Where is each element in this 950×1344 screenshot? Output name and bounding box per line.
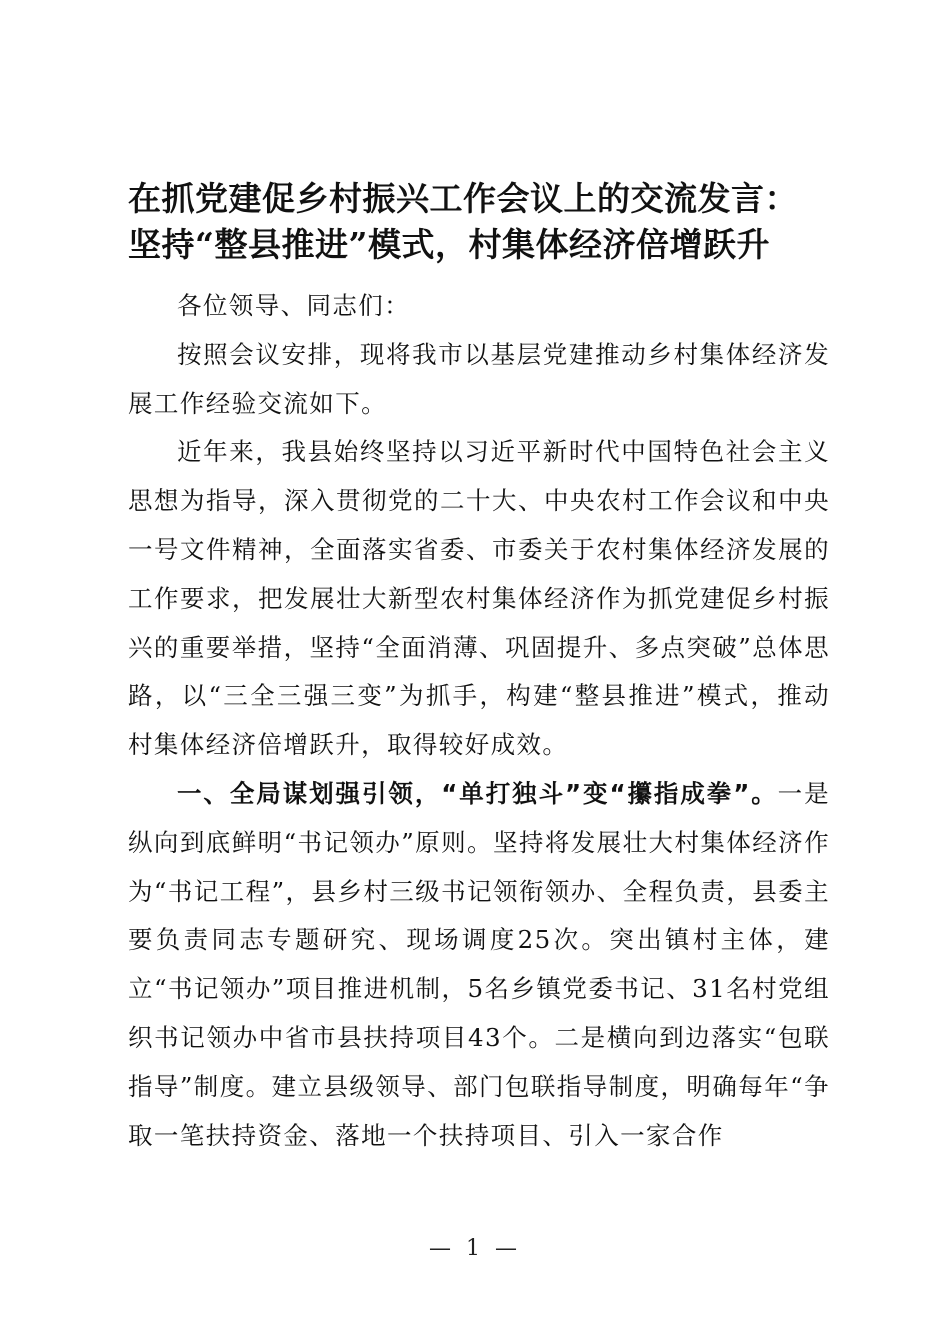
- salutation: 各位领导、同志们：: [177, 291, 411, 320]
- paragraph-intro: 按照会议安排，现将我市以基层党建推动乡村集体经济发展工作经验交流如下。: [128, 339, 830, 418]
- document-title: [128, 176, 828, 268]
- paragraph-section-1: [128, 770, 830, 1160]
- page-number: — 1 —: [429, 1236, 521, 1261]
- paragraph-background: 近年来，我县始终坚持以习近平新时代中国特色社会主义思想为指导，深入贯彻党的二十大、中央农村工作会议和中央一号文件精神，全面落实省委、市委关于农村集体经济发展的工作要求，把发展壮大新型农村集体经济作为抓党建促乡村振兴的重要举措，坚持“全面消薄、巩固提升、多点突破”总体思路，以“三全三强三变”为抓手，构建“整县推进”模式，推动村集体经济倍增跃升，取得较好成效。: [128, 437, 830, 760]
- document-body: [128, 282, 830, 1160]
- section-1-heading: 一、全局谋划强引领，“单打独斗”变“攥指成拳”。: [177, 778, 778, 808]
- title-line-1: 在抓党建促乡村振兴工作会议上的交流发言：: [128, 179, 798, 218]
- title-line-2: 坚持“整县推进”模式，村集体经济倍增跃升: [128, 225, 770, 264]
- section-1-text: 一是纵向到底鲜明“书记领办”原则。坚持将发展壮大村集体经济作为“书记工程”，县乡村三级书记领衔领办、全程负责，县委主要负责同志专题研究、现场调度25次。突出镇村主体，建立“书记领办”项目推进机制，5名乡镇党委书记、31名村党组织书记领办中省市县扶持项目43个。二是横向到边落实“包联指导”制度。建立县级领导、部门包联指导制度，明确每年“争取一笔扶持资金、落地一个扶持项目、引入一家合作: [128, 778, 830, 1150]
